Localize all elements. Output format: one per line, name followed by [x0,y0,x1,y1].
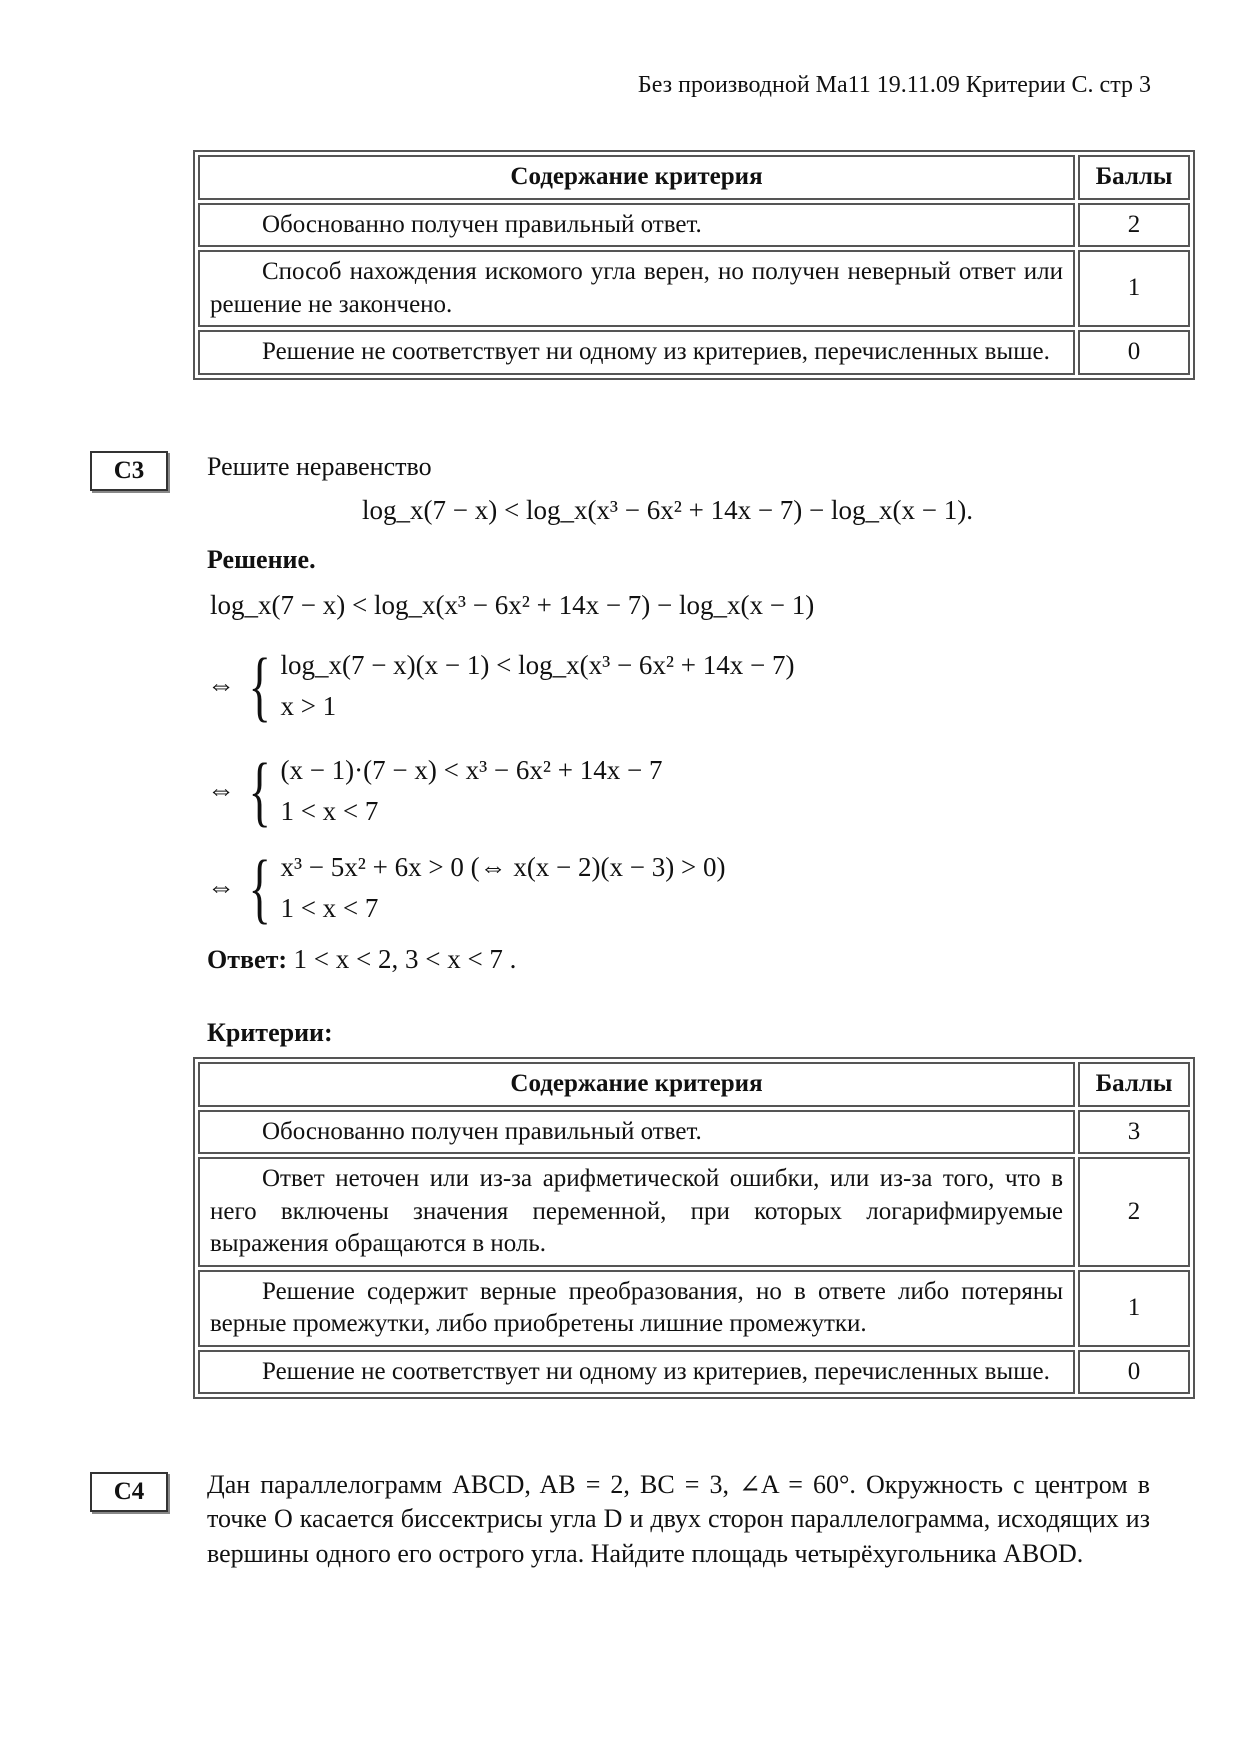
system-brace: { [248,641,271,729]
criterion-points: 0 [1078,1350,1190,1395]
answer-line [207,942,516,977]
system-brace: { [248,843,271,931]
criterion-points: 2 [1078,1157,1190,1267]
col-content-header: Содержание критерия [198,155,1075,200]
system-line: (x − 1)·(7 − x) < x³ − 6x² + 14x − 7 [280,755,663,785]
table-row [198,330,1190,375]
equivalence-sign: ⇔ [207,872,235,903]
system-line: x³ − 5x² + 6x > 0 (⇔ x(x − 2)(x − 3) > 0) [280,852,726,882]
criteria-title: Критерии: [207,1018,333,1047]
answer-label: Ответ: [207,945,288,974]
criterion-text: Решение не соответствует ни одному из критериев, перечисленных выше. [198,330,1075,375]
criterion-points: 2 [1078,203,1190,248]
criterion-points: 1 [1078,1270,1190,1347]
system-line: log_x(7 − x)(x − 1) < log_x(x³ − 6x² + 14x − 7) [280,650,795,680]
page-header: Без производной Ма11 19.11.09 Критерии С. стр 3 [637,72,1151,98]
col-content-header: Содержание критерия [198,1062,1075,1107]
criteria-table-2 [193,1057,1195,1399]
table-row [198,1110,1190,1155]
task-label-c4: С4 [90,1472,168,1512]
criterion-points: 3 [1078,1110,1190,1155]
table-row [198,250,1190,327]
criterion-points: 1 [1078,250,1190,327]
task-c4-statement: Дан параллелограмм ABCD, AB = 2, BC = 3, ∠A = 60°. Окружность с центром в точке O касается биссектрисы угла D и двух сторон параллелограмма, исходящих из вершины одного его острого угла. Найдите площадь четырёхугольника ABOD. [207,1470,1150,1568]
col-points-header: Баллы [1078,155,1190,200]
table-row [198,1270,1190,1347]
table-header-row [198,1062,1190,1107]
solution-system-3 [207,843,726,931]
criterion-points: 0 [1078,330,1190,375]
criteria-table-1 [193,150,1195,380]
criterion-text: Решение не соответствует ни одному из критериев, перечисленных выше. [198,1350,1075,1395]
table-row [198,203,1190,248]
criterion-text: Решение содержит верные преобразования, но в ответе либо потеряны верные промежутки, либо приобретены лишние промежутки. [198,1270,1075,1347]
solution-system-1 [207,641,795,729]
table-row [198,1157,1190,1267]
criterion-text: Обоснованно получен правильный ответ. [198,1110,1075,1155]
system-line: 1 < x < 7 [280,893,379,923]
task-c3-formula: log_x(7 − x) < log_x(x³ − 6x² + 14x − 7) − log_x(x − 1). [362,495,973,525]
criterion-text: Обоснованно получен правильный ответ. [198,203,1075,248]
solution-step-1: log_x(7 − x) < log_x(x³ − 6x² + 14x − 7) − log_x(x − 1) [210,590,815,620]
solution-title: Решение. [207,545,316,574]
system-line: 1 < x < 7 [280,796,379,826]
table-row [198,1350,1190,1395]
task-label-c3: С3 [90,451,168,491]
solution-system-2 [207,746,663,834]
col-points-header: Баллы [1078,1062,1190,1107]
system-line: x > 1 [280,691,337,721]
equivalence-sign: ⇔ [207,670,235,701]
answer-value: 1 < x < 2, 3 < x < 7 . [293,944,517,974]
table-header-row [198,155,1190,200]
criterion-text: Ответ неточен или из-за арифметической ошибки, или из-за того, что в него включены значения переменной, при которых логарифмируемые выражения обращаются в ноль. [198,1157,1075,1267]
criterion-text: Способ нахождения искомого угла верен, но получен неверный ответ или решение не закончено. [198,250,1075,327]
task-c3-statement: Решите неравенство [207,452,432,481]
system-brace: { [248,746,271,834]
equivalence-sign: ⇔ [207,775,235,806]
